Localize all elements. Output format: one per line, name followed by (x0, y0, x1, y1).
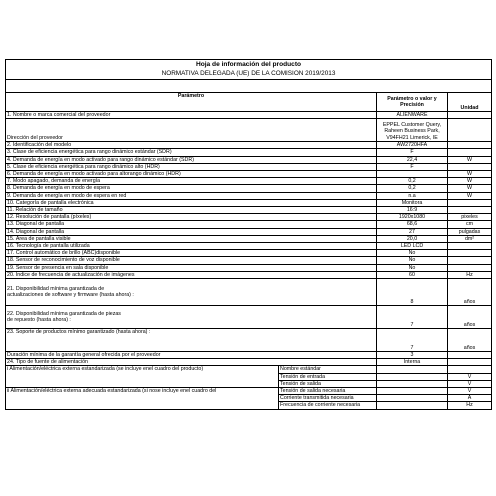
address-line: Raheen Business Park, (384, 128, 440, 135)
unit-cell (448, 163, 492, 170)
unit-cell (448, 199, 492, 206)
param-cell: 18. Sensor de reconocimiento de voz disponible (6, 257, 377, 264)
value-cell (377, 373, 448, 380)
param-cell: 13. Diagonal de pantalla (6, 221, 377, 228)
unit-cell (448, 207, 492, 214)
value-cell: 7 (377, 329, 448, 352)
param-cell (6, 279, 377, 306)
value-cell: 16:9 (377, 207, 448, 214)
unit-cell (448, 142, 492, 149)
header-value-line2: Precisión (400, 102, 424, 108)
unit-cell: Hz (448, 402, 492, 409)
value-cell: Interna (377, 359, 448, 366)
value-cell: No (377, 257, 448, 264)
param-cell: 19. Sensor de presencia en sala disponible (6, 264, 377, 271)
value-cell: Monitora (377, 199, 448, 206)
value-cell: n.a (377, 192, 448, 199)
ps-param-cell: Tensión de salida necesaria (279, 388, 377, 395)
unit-cell: pulgadas (448, 228, 492, 235)
value-cell: No (377, 264, 448, 271)
value-cell: F (377, 149, 448, 156)
address-line: V94FH21 Limerick, IE (386, 134, 438, 141)
ps-param-cell: Nombre estándar (279, 366, 377, 373)
value-cell (377, 395, 448, 402)
unit-cell (448, 119, 492, 142)
value-cell: LED LCD (377, 243, 448, 250)
unit-cell: V (448, 388, 492, 395)
param-cell: 6. Demanda de energía en modo activado para altorango dinámico (HDR) (6, 171, 377, 178)
value-cell (377, 171, 448, 178)
param-line: de repuesto (hasta ahora) : (7, 317, 71, 324)
value-cell: No (377, 250, 448, 257)
value-cell: 0,2 (377, 178, 448, 185)
unit-cell (448, 243, 492, 250)
value-cell (377, 380, 448, 387)
unit-cell: V (448, 380, 492, 387)
param-cell: 20. Índice de frecuencia de actualización de imágenes (6, 271, 377, 278)
param-cell: 15. Área de pantalla visible (6, 235, 377, 242)
ps-param-cell: Frecuencia de corriente necesaria (279, 402, 377, 409)
param-cell: 10. Categoría de pantalla electrónica (6, 199, 377, 206)
value-cell: 27 (377, 228, 448, 235)
value-cell: 22,4 (377, 156, 448, 163)
unit-cell: W (448, 178, 492, 185)
value-cell (377, 402, 448, 409)
param-cell: 2. Identificación del modelo (6, 142, 377, 149)
header-unit: Unidad (448, 93, 492, 112)
value-cell: AW2720HFA (377, 142, 448, 149)
unit-cell (448, 257, 492, 264)
param-line: 22. Disponibilidad mínima garantizada de piezas (7, 310, 121, 317)
address-line: EPPEL Customer Query, (382, 121, 442, 128)
unit-cell: Hz (448, 271, 492, 278)
blank-row (6, 80, 492, 93)
value-cell: ALIENWARE (377, 112, 448, 119)
value-cell: 3 (377, 352, 448, 359)
unit-cell: años (448, 279, 492, 306)
value-cell (377, 119, 448, 142)
unit-cell: pixeles (448, 214, 492, 221)
unit-cell: años (448, 329, 492, 352)
param-cell: 17. Control automático de brillo (ABC)disponible (6, 250, 377, 257)
param-cell: 12. Resolución de pantalla (píxeles) (6, 214, 377, 221)
param-cell: Dirección del proveedor (6, 119, 377, 142)
value-cell: 60 (377, 271, 448, 278)
value-cell: 7 (377, 306, 448, 329)
sheet-subtitle: NORMATIVA DELEGADA (UE) DE LA COMISIÓN 2019/2013 (6, 70, 492, 80)
unit-cell (448, 359, 492, 366)
param-cell: 3. Clase de eficiencia energética para rango dinámico estándar (SDR) (6, 149, 377, 156)
header-parameter: Parámetro (6, 93, 377, 112)
param-line: actualizaciones de software y firmware (hasta ahora) : (7, 292, 134, 299)
param-cell: 8. Demanda de energía en modo de espera (6, 185, 377, 192)
param-cell: 5. Clase de eficiencia energética para rango dinámico alto (HDR) (6, 163, 377, 170)
param-cell: Duración mínima de la garantía general ofrecida por el proveedor (6, 352, 377, 359)
unit-cell (448, 264, 492, 271)
param-line: 21. Disponibilidad mínima garantizada de (7, 285, 105, 292)
value-cell: 0,2 (377, 185, 448, 192)
value-cell: 1920x1080 (377, 214, 448, 221)
ps-param-cell: Corriente transmitida necesaria (279, 395, 377, 402)
header-value (377, 93, 448, 112)
unit-cell: W (448, 171, 492, 178)
power-supply-ii-label: ii Alimentación/eléctrica externa adecuada estandarizada (si nose incluye enel cuadro del (6, 388, 279, 410)
unit-cell: años (448, 306, 492, 329)
value-cell (377, 366, 448, 373)
header-value-line1: Parámetro o valor y (387, 95, 437, 102)
value-cell: 20,0 (377, 235, 448, 242)
value-cell: F (377, 163, 448, 170)
power-supply-i-label: i Alimentación/eléctrica externa estandarizada (se incluye enel cuadro del producto) (6, 366, 279, 388)
sheet-title: Hoja de información del producto (6, 60, 492, 71)
unit-cell: cm (448, 221, 492, 228)
param-cell: 16. Tecnología de pantalla utilizada (6, 243, 377, 250)
param-cell: 4. Demanda de energía en modo activado para rango dinámico estándar (SDR) (6, 156, 377, 163)
param-cell (6, 329, 377, 352)
unit-cell (448, 250, 492, 257)
param-cell: 24. Tipo de fuente de alimentación (6, 359, 377, 366)
param-cell: 14. Diagonal de pantalla (6, 228, 377, 235)
param-cell (6, 306, 377, 329)
param-cell: 11. Relación de tamaño (6, 207, 377, 214)
unit-cell (448, 352, 492, 359)
ps-param-cell: Tensión de entrada (279, 373, 377, 380)
param-cell: 9. Demanda de energía en modo de espera en red (6, 192, 377, 199)
value-cell (377, 388, 448, 395)
unit-cell: V (448, 373, 492, 380)
param-line: 23. Soporte de productos mínimo garantizado (hasta ahora) : (7, 329, 151, 336)
ps-param-cell: Tensión de salida (279, 380, 377, 387)
unit-cell (448, 149, 492, 156)
param-cell: 7. Modo apagado, demanda de energía (6, 178, 377, 185)
value-cell: 8 (377, 279, 448, 306)
unit-cell: W (448, 192, 492, 199)
unit-cell: dm² (448, 235, 492, 242)
unit-cell (448, 112, 492, 119)
param-cell: 1. Nombre o marca comercial del proveedor (6, 112, 377, 119)
unit-cell (448, 366, 492, 373)
unit-cell: W (448, 185, 492, 192)
product-information-sheet (5, 59, 491, 410)
value-cell: 68,6 (377, 221, 448, 228)
unit-cell: A (448, 395, 492, 402)
unit-cell: W (448, 156, 492, 163)
info-table (5, 59, 492, 410)
